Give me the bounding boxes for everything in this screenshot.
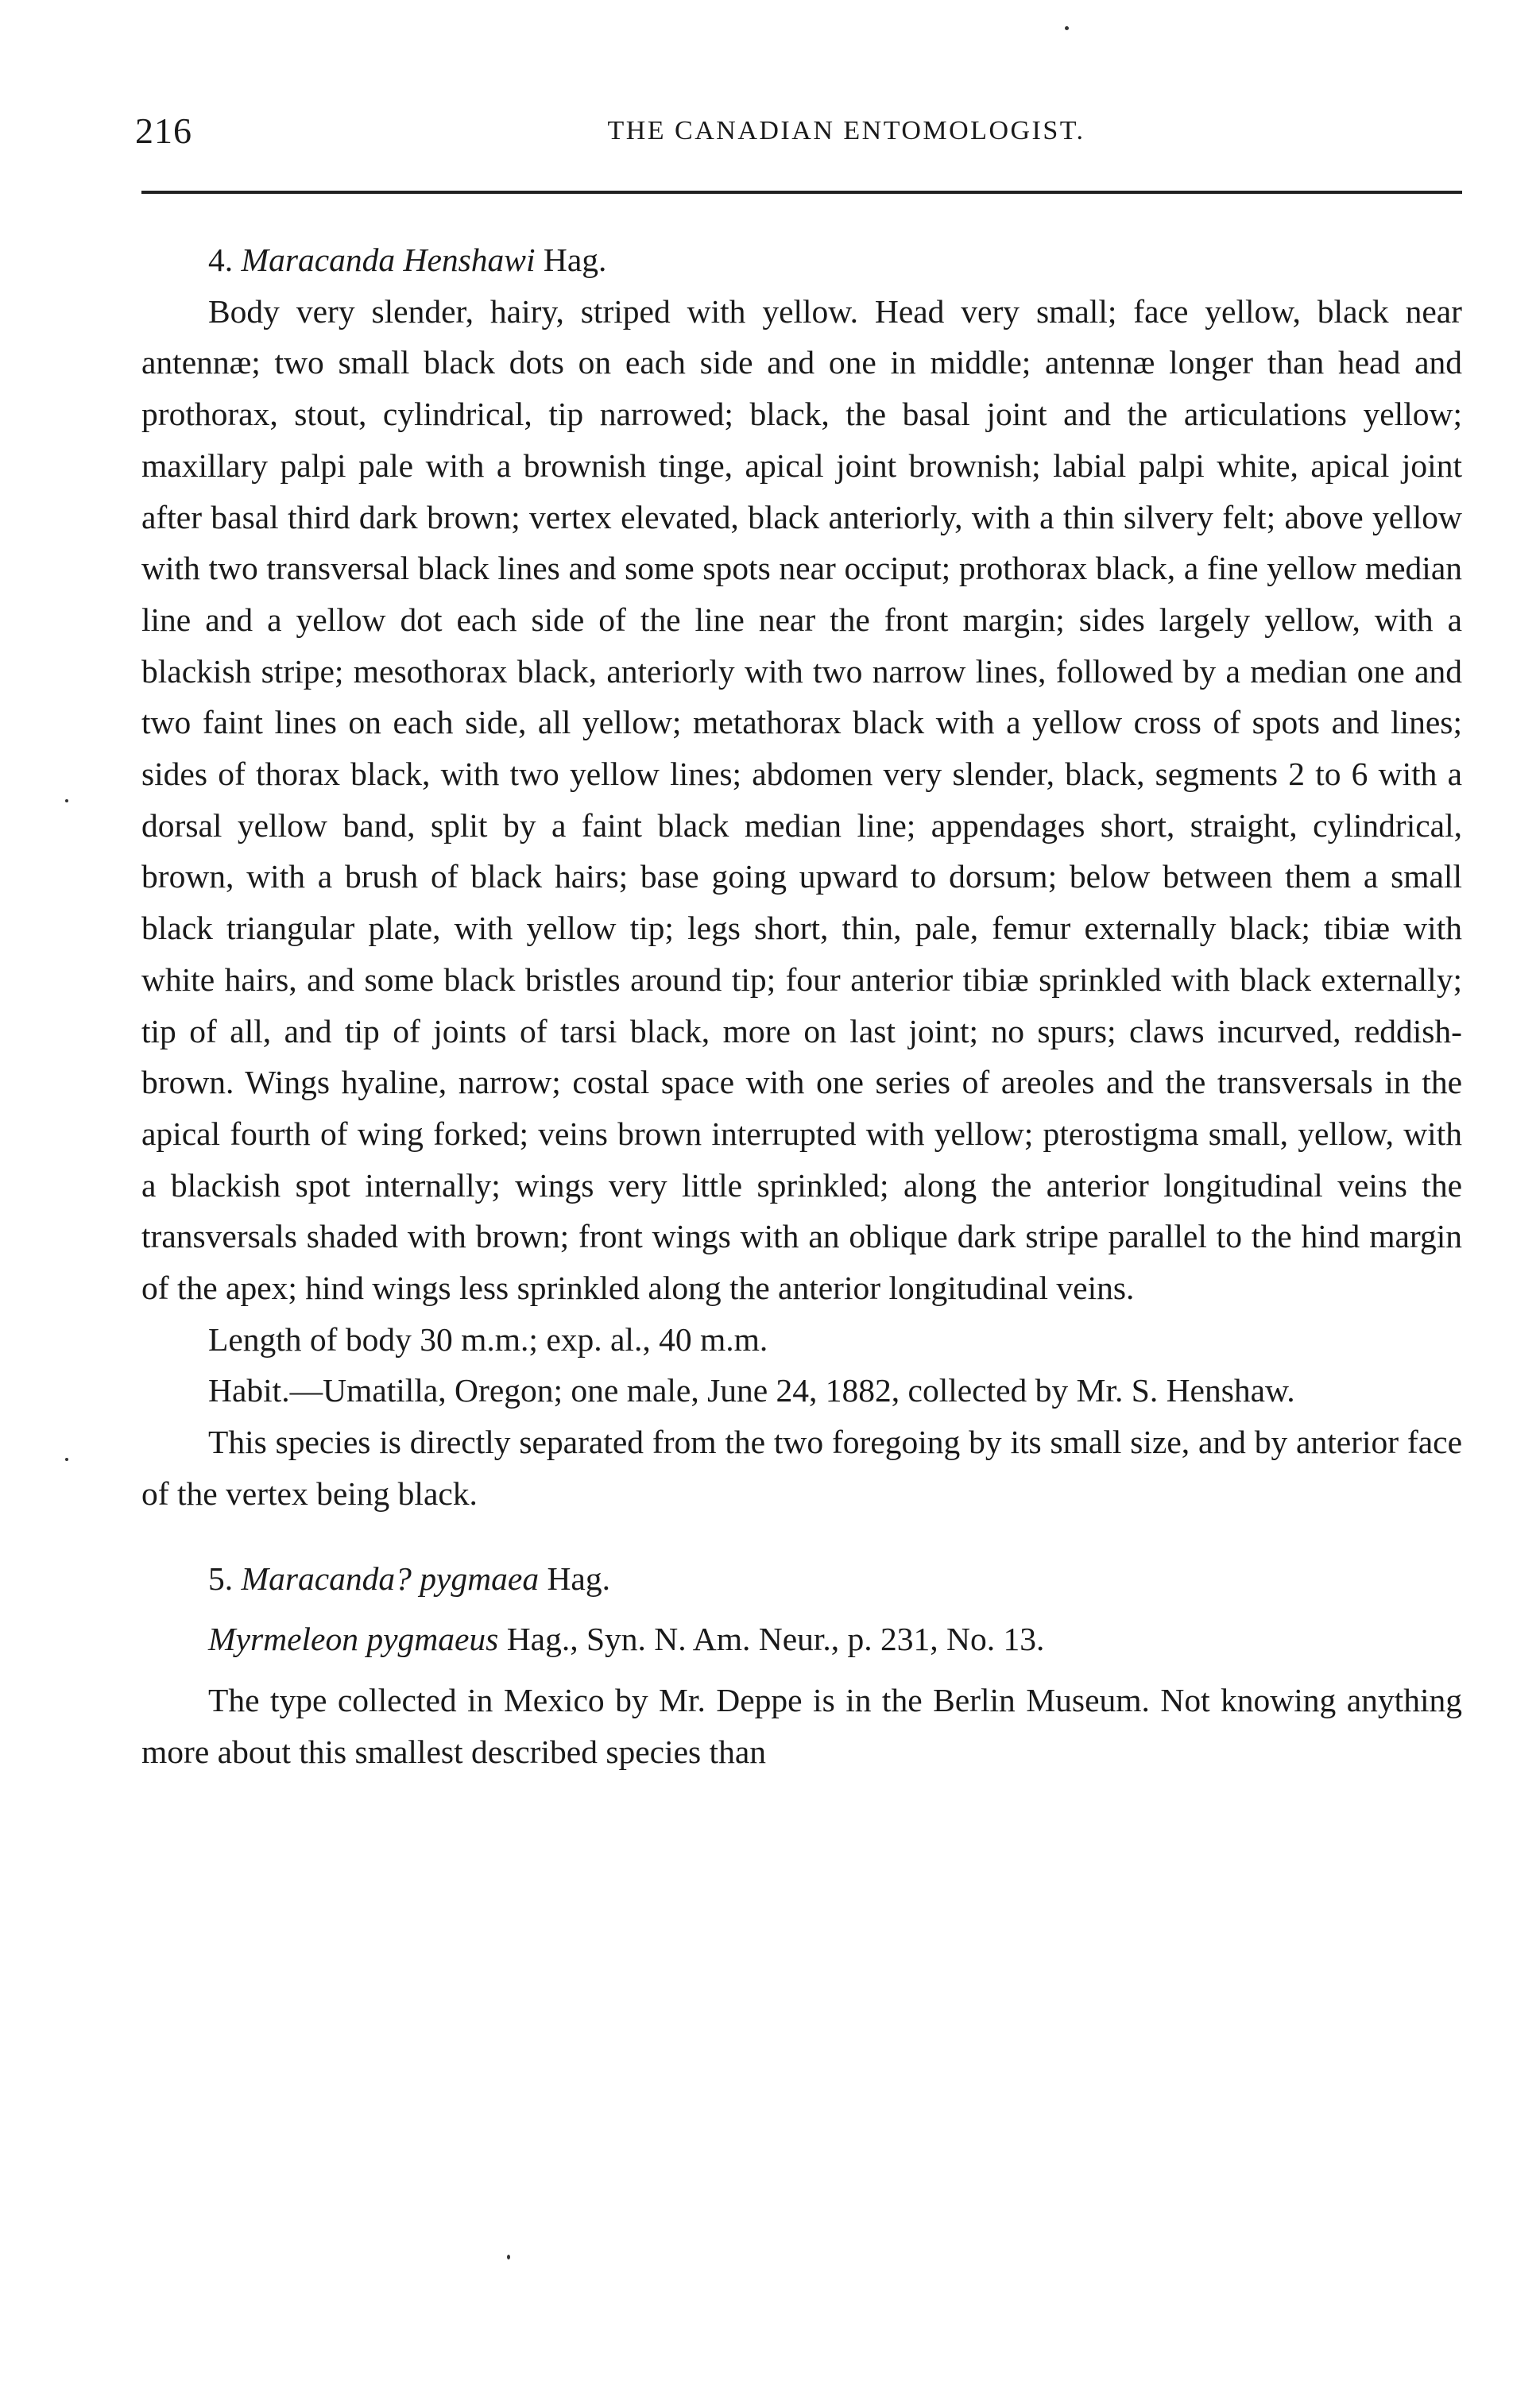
species-5-heading xyxy=(141,1553,1462,1605)
species-4-habitat: Habit.—Umatilla, Oregon; one male, June 24, 1882, collected by Mr. S. Henshaw. xyxy=(208,1372,1295,1409)
species-4-author: Hag. xyxy=(543,242,607,278)
print-speck xyxy=(65,799,68,802)
print-speck xyxy=(507,2255,510,2259)
species-5-synonym-ref: Hag., Syn. N. Am. Neur., p. 231, No. 13. xyxy=(506,1621,1045,1658)
species-4-number: 4. xyxy=(208,242,234,278)
species-4-species: Henshawi xyxy=(403,242,536,278)
species-4-remarks: This species is directly separated from the two foregoing by its small size, and by anterior face of the vertex being black. xyxy=(141,1424,1462,1512)
species-5-synonym-name: Myrmeleon pygmaeus xyxy=(208,1621,499,1658)
header-rule xyxy=(141,191,1462,194)
species-5-genus: Maracanda? xyxy=(241,1560,412,1597)
species-5-author: Hag. xyxy=(547,1560,610,1597)
page-header xyxy=(135,110,1462,157)
species-5-species: pygmaea xyxy=(420,1560,540,1597)
print-speck xyxy=(65,1458,68,1461)
page-number: 216 xyxy=(135,110,192,151)
species-4-description: Body very slender, hairy, striped with yellow. Head very small; face yellow, black near antennæ; two small black dots on each side and one in middle; antennæ longer than head and prothorax, stout, cylindrical, tip narrowed; black, the basal joint and the articulations yellow; maxillary palpi pale with a brownish tinge, apical joint brownish; labial palpi white, apical joint after basal third dark brown; vertex elevated, black anteriorly, with a thin silvery felt; above yellow with two transversal black lines and some spots near occiput; prothorax black, a fine yellow median line and a yellow dot each side of the line near the front margin; sides largely yellow, with a blackish stripe; mesothorax black, anteriorly with two narrow lines, followed by a median one and two faint lines on each side, all yellow; metathorax black with a yellow cross of spots and lines; sides of thorax black, with two yellow lines; abdomen very slender, black, segments 2 to 6 with a dorsal yellow band, split by a faint black median line; appendages short, straight, cylindrical, brown, with a brush of black hairs; base going upward to dorsum; below between them a small black triangular plate, with yellow tip; legs short, thin, pale, femur externally black; tibiæ with white hairs, and some black bristles around tip; four anterior tibiæ sprinkled with black externally; tip of all, and tip of joints of tarsi black, more on last joint; no spurs; claws incurved, reddish-brown. Wings hyaline, narrow; costal space with one series of areoles and the transversals in the apical fourth of wing forked; veins brown interrupted with yellow; pterostigma small, yellow, with a blackish spot internally; wings very little sprinkled; along the anterior longitudinal veins the transversals shaded with brown; front wings with an oblique dark stripe parallel to the hind margin of the apex; hind wings less sprinkled along the anterior longitudinal veins. xyxy=(141,292,1462,1307)
species-4-length: Length of body 30 m.m.; exp. al., 40 m.m. xyxy=(208,1320,768,1358)
print-speck xyxy=(1065,26,1069,30)
body-text xyxy=(141,234,1462,1777)
species-4-heading xyxy=(141,234,1462,286)
species-5-remarks: The type collected in Mexico by Mr. Deppe is in the Berlin Museum. Not knowing anything more about this smallest described species than xyxy=(141,1681,1462,1770)
running-head: THE CANADIAN ENTOMOLOGIST. xyxy=(607,116,1085,145)
species-5-synonym xyxy=(141,1614,1462,1665)
species-5-number: 5. xyxy=(208,1560,234,1597)
species-4-genus: Maracanda xyxy=(241,242,396,278)
